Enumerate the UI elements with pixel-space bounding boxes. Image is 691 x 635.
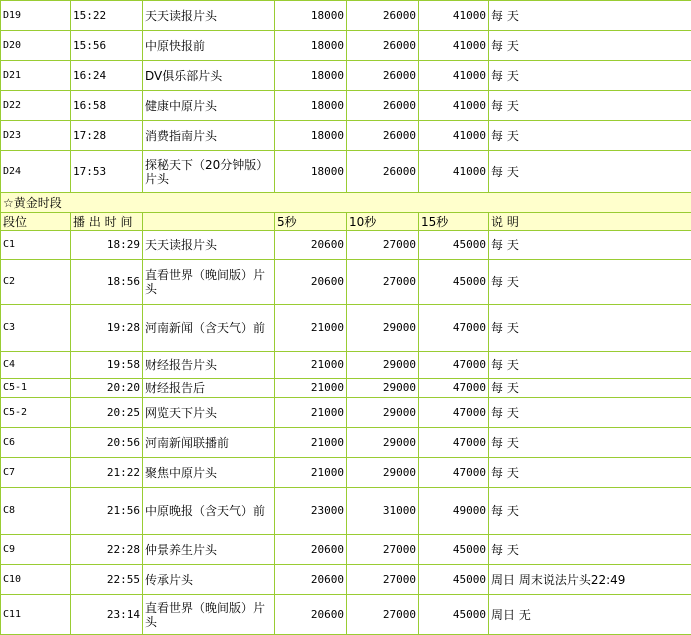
program-name: 财经报告后 — [143, 379, 275, 398]
note: 每 天 — [489, 458, 691, 488]
header-slot: 段位 — [1, 213, 71, 231]
table-row — [1, 305, 691, 352]
program-name: 仲景养生片头 — [143, 535, 275, 565]
program-name: 天天读报片头 — [143, 1, 275, 31]
price-10s: 26000 — [347, 121, 419, 151]
note: 每 天 — [489, 121, 691, 151]
program-name: DV俱乐部片头 — [143, 61, 275, 91]
price-10s: 26000 — [347, 91, 419, 121]
price-15s: 41000 — [419, 91, 489, 121]
header-program — [143, 213, 275, 231]
note: 每 天 — [489, 91, 691, 121]
price-5s: 20600 — [275, 595, 347, 635]
program-name: 健康中原片头 — [143, 91, 275, 121]
air-time: 16:58 — [71, 91, 143, 121]
price-15s: 45000 — [419, 565, 489, 595]
program-name: 财经报告片头 — [143, 352, 275, 379]
note: 每 天 — [489, 231, 691, 260]
program-name: 河南新闻（含天气）前 — [143, 305, 275, 352]
table-row — [1, 458, 691, 488]
slot-code: D19 — [1, 1, 71, 31]
section-row — [1, 193, 691, 213]
air-time: 15:22 — [71, 1, 143, 31]
price-5s: 23000 — [275, 488, 347, 535]
note: 周日 无 — [489, 595, 691, 635]
price-10s: 27000 — [347, 231, 419, 260]
table-row — [1, 61, 691, 91]
note: 每 天 — [489, 31, 691, 61]
slot-code: C6 — [1, 428, 71, 458]
price-10s: 29000 — [347, 352, 419, 379]
program-name: 直看世界（晚间版）片头 — [143, 595, 275, 635]
air-time: 17:28 — [71, 121, 143, 151]
price-5s: 21000 — [275, 458, 347, 488]
slot-code: C7 — [1, 458, 71, 488]
slot-code: D22 — [1, 91, 71, 121]
note: 每 天 — [489, 151, 691, 193]
note: 每 天 — [489, 61, 691, 91]
air-time: 22:55 — [71, 565, 143, 595]
header-5s: 5秒 — [275, 213, 347, 231]
price-5s: 21000 — [275, 352, 347, 379]
price-15s: 47000 — [419, 428, 489, 458]
note: 每 天 — [489, 488, 691, 535]
price-5s: 20600 — [275, 260, 347, 305]
slot-code: C3 — [1, 305, 71, 352]
air-time: 18:29 — [71, 231, 143, 260]
table-row — [1, 260, 691, 305]
price-10s: 27000 — [347, 595, 419, 635]
table-row — [1, 231, 691, 260]
table-row — [1, 31, 691, 61]
slot-code: C10 — [1, 565, 71, 595]
program-name: 河南新闻联播前 — [143, 428, 275, 458]
price-5s: 21000 — [275, 428, 347, 458]
header-air-time: 播 出 时 间 — [71, 213, 143, 231]
slot-code: C2 — [1, 260, 71, 305]
program-name: 消费指南片头 — [143, 121, 275, 151]
table-row — [1, 121, 691, 151]
program-name: 天天读报片头 — [143, 231, 275, 260]
air-time: 20:56 — [71, 428, 143, 458]
price-10s: 29000 — [347, 428, 419, 458]
note: 每 天 — [489, 305, 691, 352]
price-5s: 18000 — [275, 151, 347, 193]
price-10s: 27000 — [347, 565, 419, 595]
price-15s: 47000 — [419, 305, 489, 352]
price-5s: 20600 — [275, 231, 347, 260]
note: 每 天 — [489, 260, 691, 305]
air-time: 20:25 — [71, 398, 143, 428]
program-name: 网览天下片头 — [143, 398, 275, 428]
price-10s: 29000 — [347, 458, 419, 488]
price-15s: 41000 — [419, 61, 489, 91]
air-time: 18:56 — [71, 260, 143, 305]
table-row — [1, 428, 691, 458]
table-row — [1, 379, 691, 398]
header-15s: 15秒 — [419, 213, 489, 231]
air-time: 16:24 — [71, 61, 143, 91]
air-time: 19:58 — [71, 352, 143, 379]
price-15s: 41000 — [419, 121, 489, 151]
program-name: 传承片头 — [143, 565, 275, 595]
price-10s: 27000 — [347, 535, 419, 565]
header-10s: 10秒 — [347, 213, 419, 231]
price-15s: 45000 — [419, 595, 489, 635]
price-10s: 26000 — [347, 31, 419, 61]
price-15s: 41000 — [419, 31, 489, 61]
price-5s: 18000 — [275, 31, 347, 61]
air-time: 15:56 — [71, 31, 143, 61]
price-5s: 18000 — [275, 61, 347, 91]
program-name: 直看世界（晚间版）片头 — [143, 260, 275, 305]
note: 每 天 — [489, 428, 691, 458]
price-10s: 29000 — [347, 379, 419, 398]
note: 每 天 — [489, 535, 691, 565]
note: 每 天 — [489, 352, 691, 379]
note: 每 天 — [489, 398, 691, 428]
price-5s: 18000 — [275, 121, 347, 151]
price-15s: 49000 — [419, 488, 489, 535]
table-row — [1, 91, 691, 121]
column-header-row — [1, 213, 691, 231]
slot-code: D21 — [1, 61, 71, 91]
price-15s: 45000 — [419, 260, 489, 305]
price-10s: 27000 — [347, 260, 419, 305]
table-row — [1, 535, 691, 565]
price-5s: 20600 — [275, 535, 347, 565]
program-name: 中原快报前 — [143, 31, 275, 61]
slot-code: C4 — [1, 352, 71, 379]
slot-code: C8 — [1, 488, 71, 535]
slot-code: C5-2 — [1, 398, 71, 428]
slot-code: D23 — [1, 121, 71, 151]
slot-code: C9 — [1, 535, 71, 565]
table-row — [1, 398, 691, 428]
air-time: 19:28 — [71, 305, 143, 352]
price-15s: 47000 — [419, 398, 489, 428]
price-10s: 29000 — [347, 398, 419, 428]
price-5s: 18000 — [275, 91, 347, 121]
slot-code: C5-1 — [1, 379, 71, 398]
price-10s: 26000 — [347, 151, 419, 193]
price-15s: 47000 — [419, 352, 489, 379]
table-row — [1, 595, 691, 635]
price-15s: 45000 — [419, 535, 489, 565]
price-5s: 21000 — [275, 305, 347, 352]
section-title: ☆黄金时段 — [1, 193, 691, 213]
table-row — [1, 1, 691, 31]
slot-code: D24 — [1, 151, 71, 193]
price-15s: 47000 — [419, 379, 489, 398]
air-time: 23:14 — [71, 595, 143, 635]
table-row — [1, 352, 691, 379]
air-time: 22:28 — [71, 535, 143, 565]
price-5s: 20600 — [275, 565, 347, 595]
table-row — [1, 488, 691, 535]
slot-code: D20 — [1, 31, 71, 61]
table-row — [1, 565, 691, 595]
price-10s: 29000 — [347, 305, 419, 352]
price-15s: 47000 — [419, 458, 489, 488]
price-5s: 18000 — [275, 1, 347, 31]
price-15s: 41000 — [419, 1, 489, 31]
air-time: 20:20 — [71, 379, 143, 398]
price-10s: 31000 — [347, 488, 419, 535]
air-time: 21:56 — [71, 488, 143, 535]
price-15s: 41000 — [419, 151, 489, 193]
program-name: 中原晚报（含天气）前 — [143, 488, 275, 535]
price-5s: 21000 — [275, 379, 347, 398]
air-time: 17:53 — [71, 151, 143, 193]
program-name: 聚焦中原片头 — [143, 458, 275, 488]
price-10s: 26000 — [347, 61, 419, 91]
price-5s: 21000 — [275, 398, 347, 428]
slot-code: C1 — [1, 231, 71, 260]
price-10s: 26000 — [347, 1, 419, 31]
header-note: 说 明 — [489, 213, 691, 231]
air-time: 21:22 — [71, 458, 143, 488]
table-row — [1, 151, 691, 193]
note: 每 天 — [489, 379, 691, 398]
note: 每 天 — [489, 1, 691, 31]
program-name: 探秘天下（20分钟版）片头 — [143, 151, 275, 193]
slot-code: C11 — [1, 595, 71, 635]
note: 周日 周末说法片头22:49 — [489, 565, 691, 595]
price-15s: 45000 — [419, 231, 489, 260]
